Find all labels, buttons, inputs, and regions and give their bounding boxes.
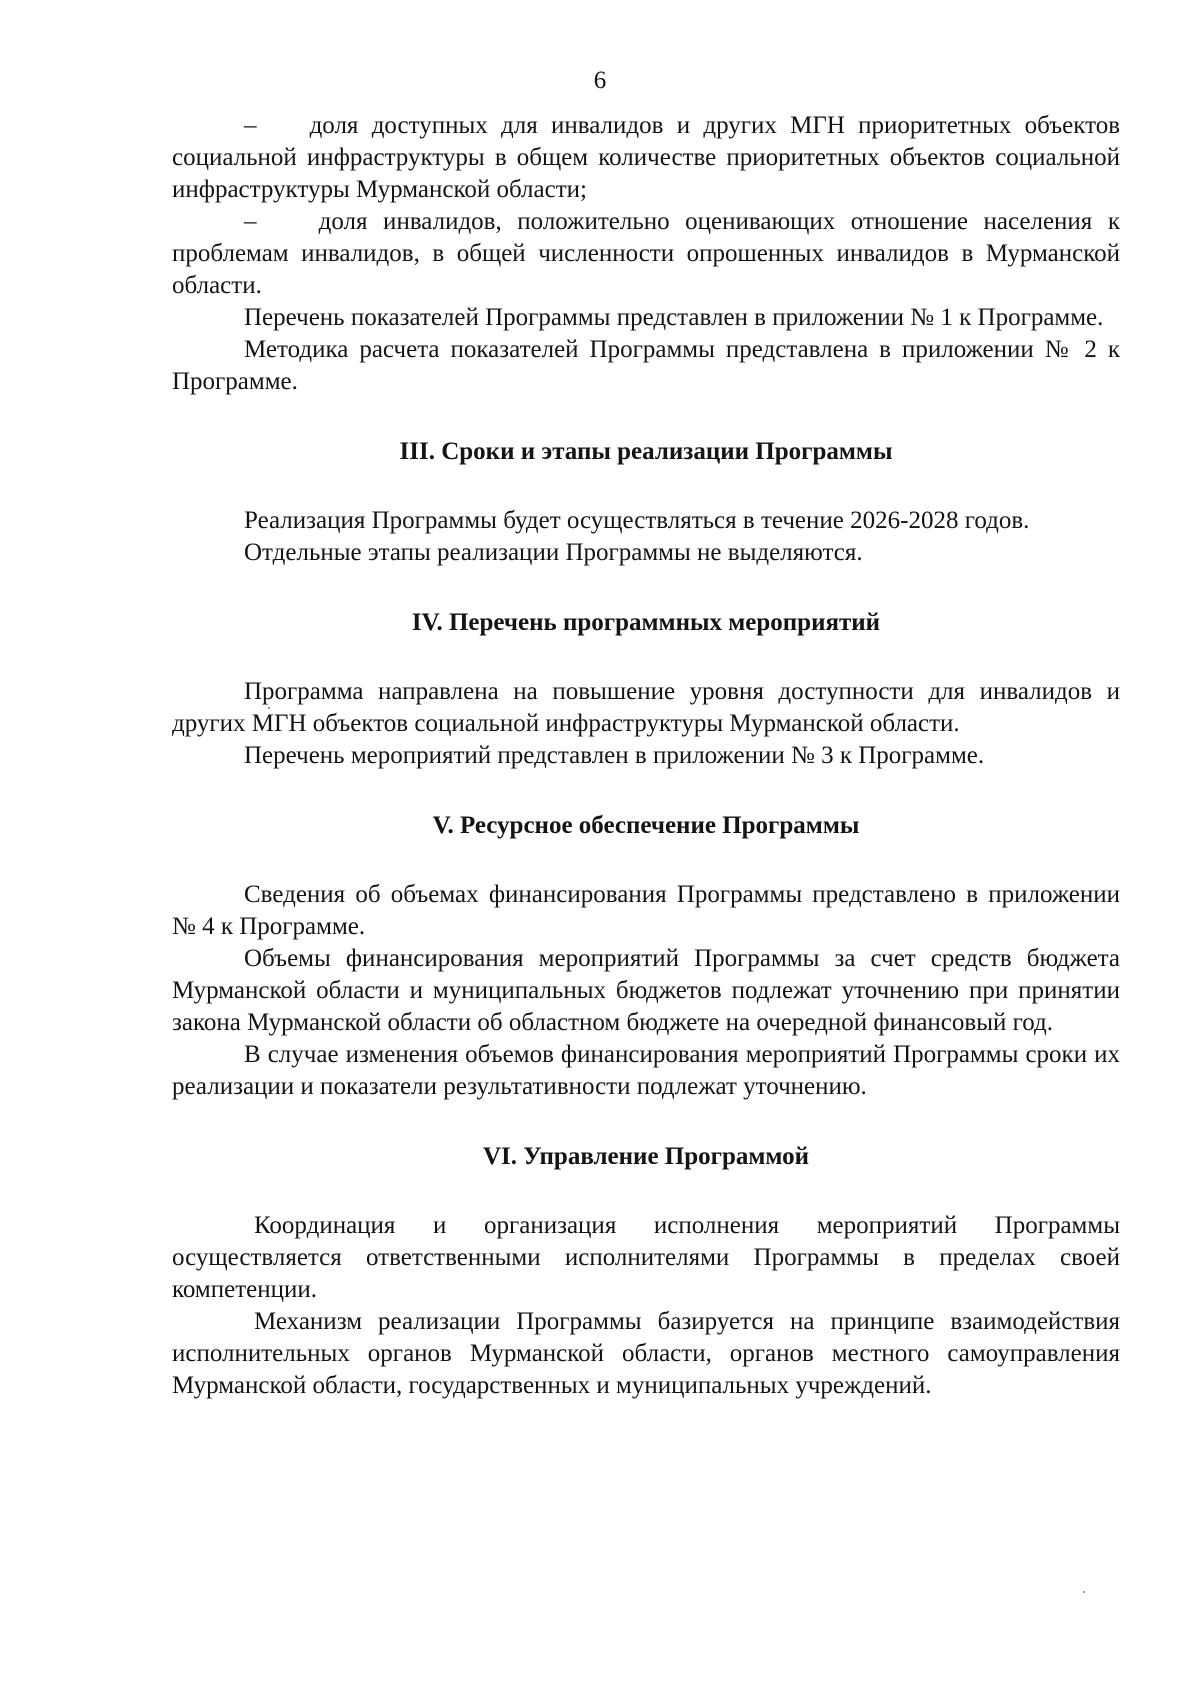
paragraph-activities-list: Перечень мероприятий представлен в приложении № 3 к Программе.: [244, 742, 985, 769]
document-body: [172, 110, 1120, 1402]
paragraph-indicators-method: Методика расчета показателей Программы представлена в приложении № 2 к Программе.: [172, 336, 1120, 395]
paragraph-management-coordination: Координация и организация исполнения мероприятий Программы осуществляется ответственными исполнителями Программы в пределах своей компетенции.: [172, 1212, 1120, 1303]
indicator-item-accessible-objects: – доля доступных для инвалидов и других МГН приоритетных объектов социальной инфраструктуры в общем количестве приоритетных объектов социальной инфраструктуры Мурманской области;: [172, 112, 1120, 203]
paragraph-resources-changes: В случае изменения объемов финансирования мероприятий Программы сроки их реализации и показатели результативности подлежат уточнению.: [172, 1041, 1120, 1100]
paragraph-terms-period: Реализация Программы будет осуществляться в течение 2026-2028 годов.: [244, 507, 1030, 534]
paragraph-activities-goal: Программа направлена на повышение уровня доступности для инвалидов и других МГН объектов социальной инфраструктуры Мурманской области.: [172, 678, 1120, 737]
indicator-item-positive-attitude: – доля инвалидов, положительно оценивающих отношение населения к проблемам инвалидов, в общей численности опрошенных инвалидов в Мурманской области.: [172, 208, 1120, 299]
scan-speck: [268, 707, 270, 709]
paragraph-terms-stages: Отдельные этапы реализации Программы не выделяются.: [244, 539, 863, 566]
paragraph-indicators-list: Перечень показателей Программы представлен в приложении № 1 к Программе.: [244, 304, 1104, 331]
paragraph-resources-volumes: Сведения об объемах финансирования Программы представлено в приложении № 4 к Программе.: [172, 881, 1120, 940]
page-number: 6: [593, 67, 607, 94]
paragraph-resources-budget: Объемы финансирования мероприятий Программы за счет средств бюджета Мурманской области и муниципальных бюджетов подлежат уточнению при принятии закона Мурманской области об областном бюджете на очередной финансовый год.: [172, 945, 1120, 1036]
scan-speck: [1083, 1591, 1085, 1593]
paragraph-management-mechanism: Механизм реализации Программы базируется на принципе взаимодействия исполнительных органов Мурманской области, органов местного самоуправления Мурманской области, государственных и муниципальных учреждений.: [172, 1308, 1120, 1399]
section-heading-activities: IV. Перечень программных мероприятий: [411, 609, 881, 636]
section-heading-terms: III. Сроки и этапы реализации Программы: [399, 438, 893, 465]
section-heading-management: VI. Управление Программой: [482, 1143, 810, 1170]
section-heading-resources: V. Ресурсное обеспечение Программы: [432, 812, 860, 839]
